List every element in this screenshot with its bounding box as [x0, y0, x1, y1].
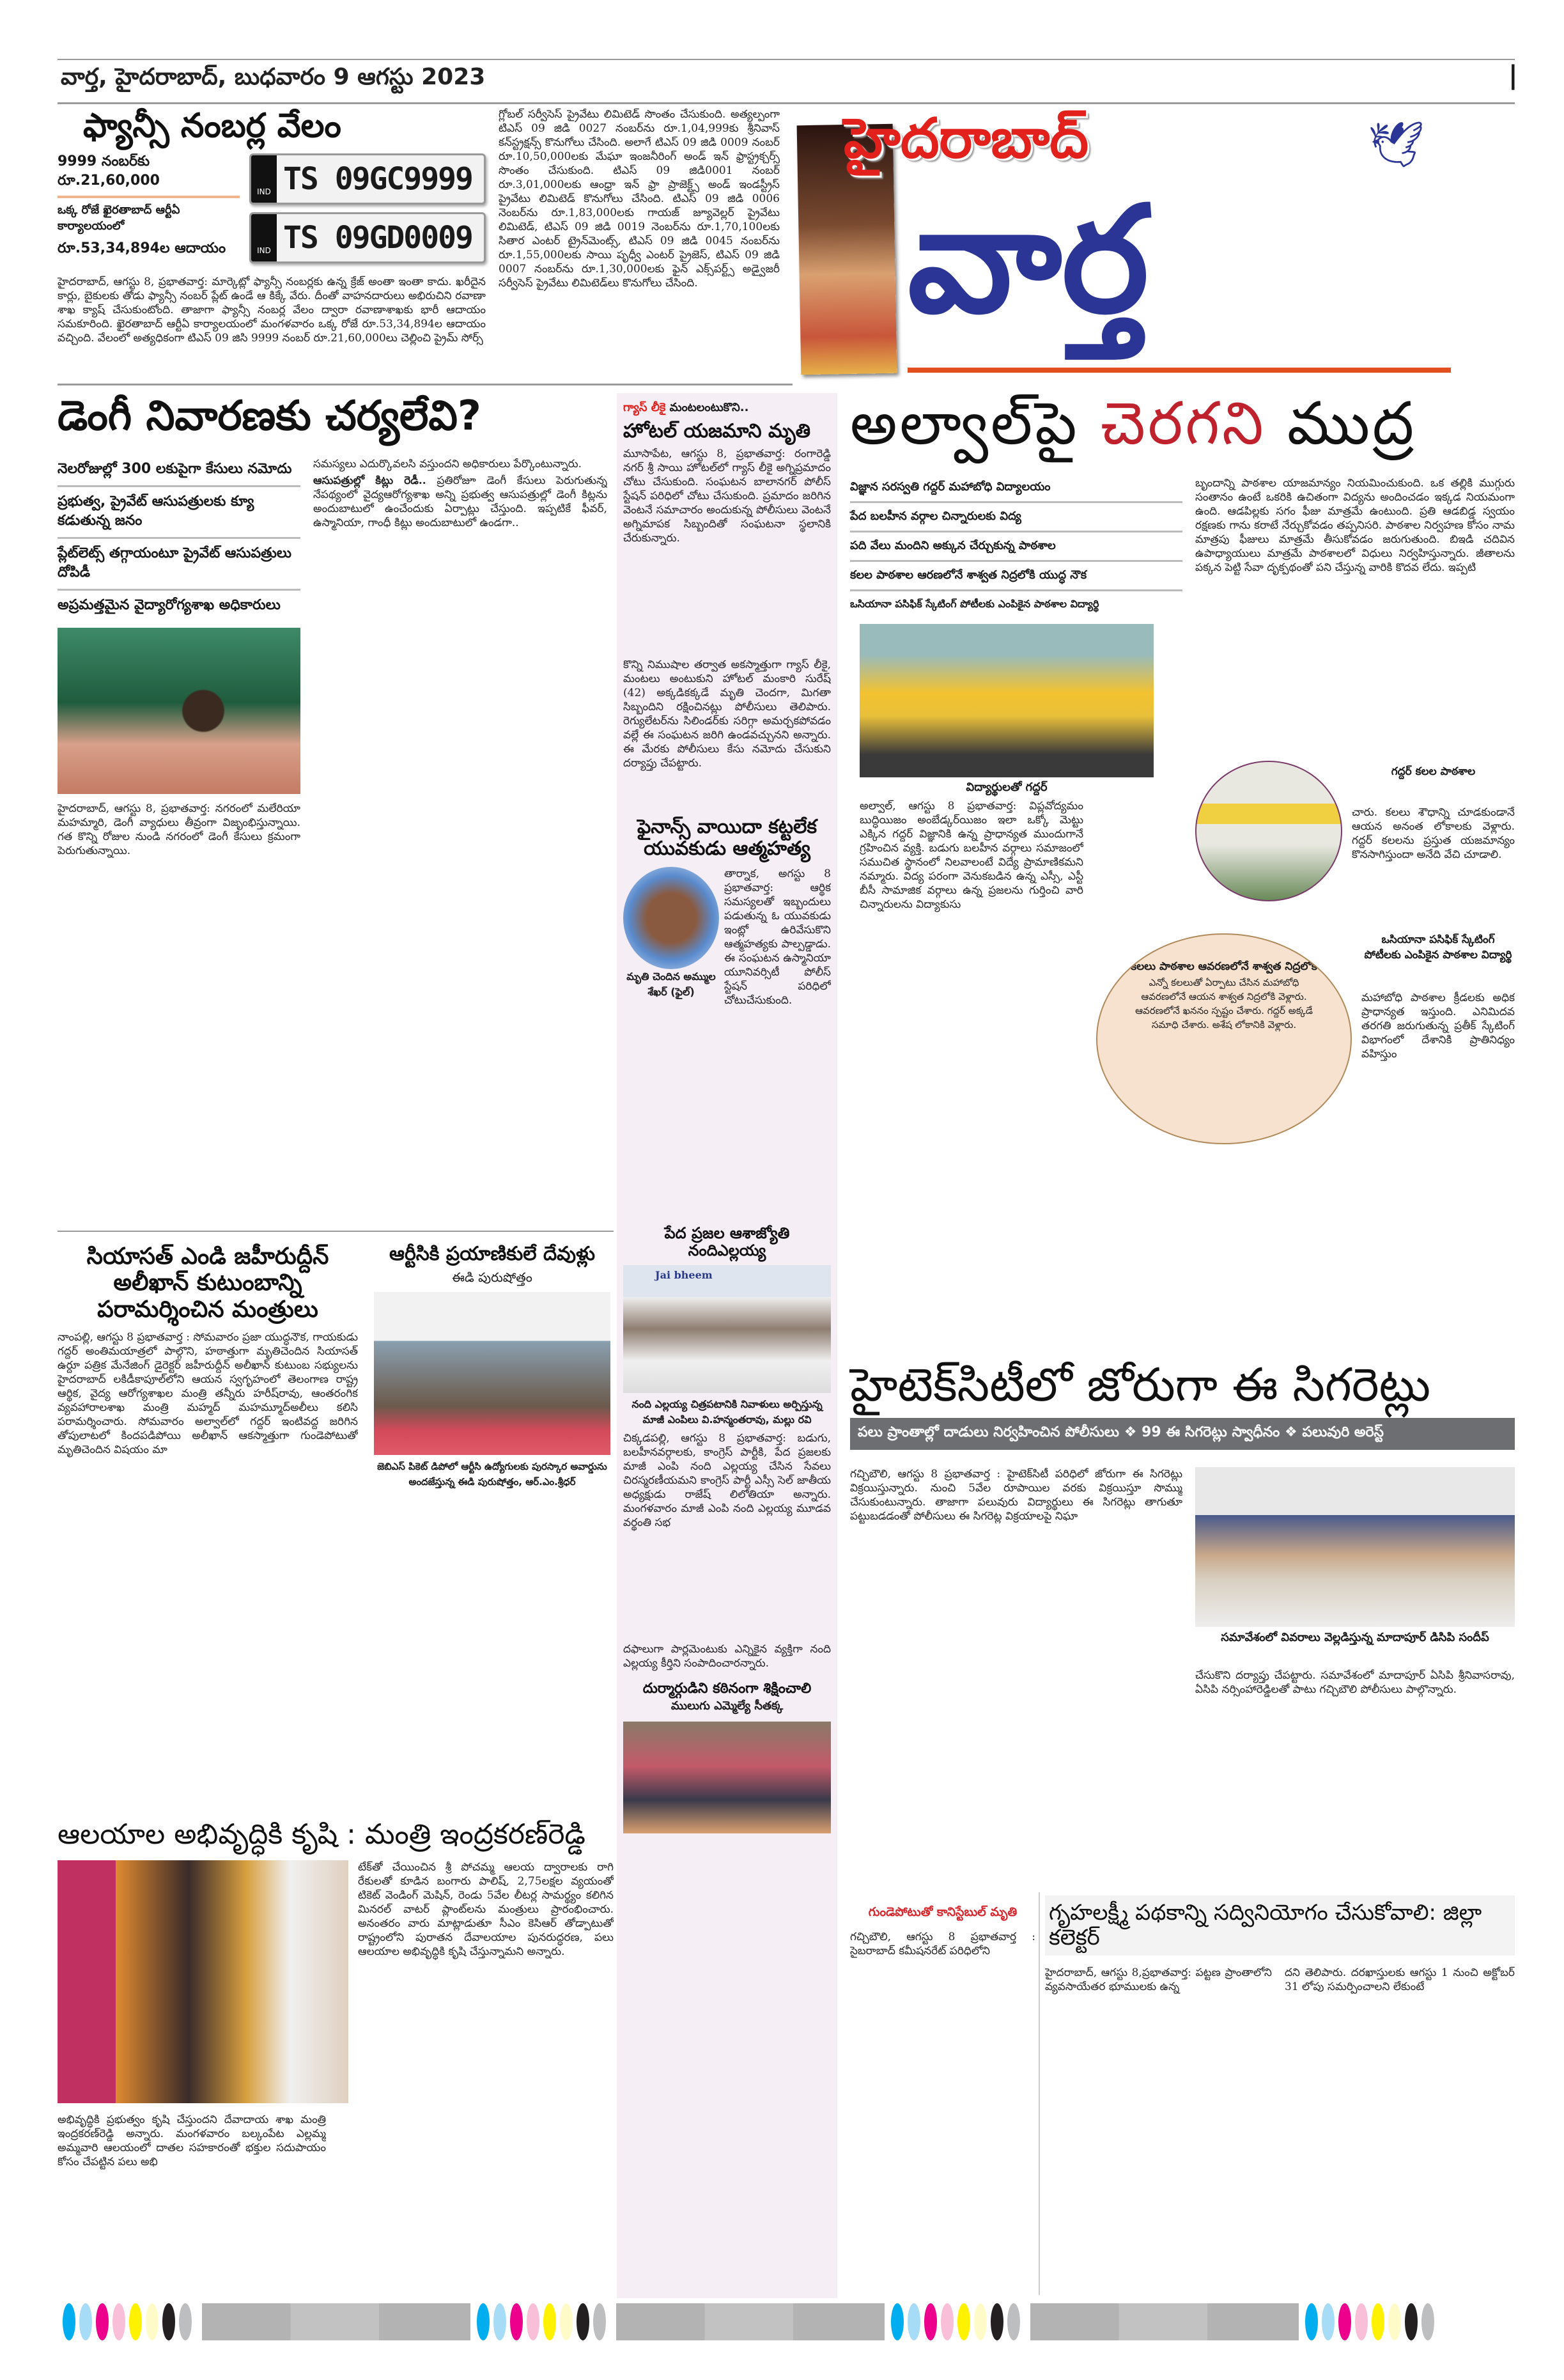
photo-caption: సమావేశంలో వివరాలు వెల్లడిస్తున్న మాదాపూర్ డిసిపి సందీప్ — [1221, 1631, 1489, 1644]
color-swatch — [1338, 2303, 1351, 2340]
color-swatch — [527, 2303, 539, 2340]
body-text: గ్లోబల్ సర్వీసెస్ ప్రైవేటు లిమిటెడ్ సొంతం చేసుకుంది. అత్యల్పంగా టిఎస్ 09 జిడి 0027 నంబర్‌ను రూ.1,04,999కు శ్రీనివాస్ కన్‌స్ట్రక్షన్స్ కొనుగోలు చేసింది. అలాగే టిఎస్ 09 జిడి 0009 నంబర్ రూ.10,50,000లకు మేఘా ఇంజనీరింగ్ అండ్ ఇన్ ఫ్రాస్ట్రక్చర్స్ సొంతం చేసుకుంది. టిఎస్ 09 జిడి0001 నంబర్ రూ.3,01,000లకు ఆంధ్రా ఇన్ ఫ్రా ప్రాజెక్ట్స్ అండ్ ఇండస్ట్రీస్ ప్రైవేటు లిమిటెడ్ కొనుగోలు చేసింది. టిఎస్ 09 జిడి 0006 నెంబర్‌ను రూ.1,83,000లకు గాయజ్ జ్యూవెల్లర్ ప్రైవేటు లిమిటెడ్, టిఎస్ 09 జిడి 0019 నెంబర్‌ను రూ.1,70,100లకు సితార ఎంటర్ ట్రైన్‌మెంట్స్, టిఎస్ 09 జిడి 0045 నంబర్‌ను రూ.1,55,000లకు సాయి పృధ్వీ ఎంటర్ ప్రైజెస్, టిఎస్ 09 జిడి 0007 నంబర్‌ను రూ.1,30,000లకు ఫైన్ ఎక్స్‌పర్ట్స్ అడ్వైజరీ సర్వీసెస్ ప్రైవేటు లిమిటెడ్‌లు కొనుగోలు చేసింది. — [499, 108, 780, 290]
paragraph: ప్రతిరోజూ డెంగీ కేసులు పెరుగుతున్న నేపథ్యంలో వైద్యఆరోగ్యశాఖ అన్ని ప్రభుత్వ ఆసుపత్రుల్లో డెంగీ కిట్లను అందుబాటులో ఉంచేందుకు ఏర్పాట్లు చేస్తుంది. ఇప్పటికే ఫీవర్, ఉస్మానియా, గాంధీ కిట్లు అందుబాటులో ఉండగా.. — [313, 474, 607, 529]
color-swatch — [1305, 2303, 1318, 2340]
body-text: తార్నాక, అగస్టు 8 ప్రభాతవార్త: ఆర్థిక సమస్యలతో ఇబ్బందులు పడుతున్న ఓ యువకుడు ఇంట్లో ఉరివేసుకొని ఆత్మహత్యకు పాల్పడ్డాడు. ఈ సంఘటన ఉస్మానియా యూనివర్సిటీ పోలీస్ స్టేషన్ పరిధిలో చోటుచేసుకుంది. — [724, 867, 831, 1007]
header-rule — [58, 102, 1515, 104]
headline: ఆర్టీసికి ప్రయాణికులే దేవుళ్లు — [389, 1243, 595, 1265]
kicker: గ్యాస్ లీకై — [623, 401, 666, 414]
headline: ఫ్యాన్సీ నంబర్ల వేలం — [83, 107, 341, 145]
body-text: చారు. కలలు శౌధాన్ని చూడకుండానే ఆయన అనంత లోకాలకు వెళ్లారు. గద్దర్ కలలను ప్రస్తుత యజమాన్యం కొనసాగిస్తుందా అనేది వేచి చూడాలి. — [1352, 806, 1515, 861]
body-text: హైదరాబాద్, ఆగస్టు 8, ప్రభాతవార్త: మార్కెట్లో ఫ్యాన్సీ నంబర్లకు ఉన్న క్రేజ్ అంతా ఇంతా కాదు. ఖరీదైన కార్లు, బైకులకు తోడు ఫ్యాన్సీ నంబర్ ప్లేట్ ఉండే ఆ కిక్కే వేరు. దీంతో వాహనదారులు అభిరుచిని రవాణా శాఖ క్యాష్ చేసుకుంటోంది. తాజాగా ఫ్యాన్సీ నంబర్ల వేలం ద్వారా రవాణాశాఖకు భారీ ఆదాయం సమకూరింది. ఖైరతాబాద్ ఆర్టీఏ కార్యాలయంలో మంగళవారం ఒక్క రోజే రూ.53,34,894ల ఆదాయం వచ్చింది. వేలంలో అత్యధికంగా టిఎస్ 09 జిసి 9999 నంబర్ రూ.21,60,000లు చెల్లించి ప్రైమ్ సోర్స్ — [58, 276, 486, 345]
color-swatch — [510, 2303, 523, 2340]
color-swatch — [129, 2303, 142, 2340]
body-text: దని తెలిపారు. దరఖాస్తులకు ఆగస్టు 1 నుంచి అక్టోబర్ 31 లోపు సమర్పించాలని లేకుంటే — [1285, 1966, 1515, 1993]
color-swatch — [593, 2303, 606, 2340]
top-rule — [58, 59, 1515, 60]
color-swatch — [493, 2303, 506, 2340]
section-rule — [58, 384, 793, 385]
dove-icon: 🕊 — [1368, 118, 1425, 171]
gray-scale-strip — [616, 2303, 885, 2340]
body-text: దఫాలుగా పార్లమెంటుకు ఎన్నికైన వ్యక్తిగా నంది ఎల్లయ్య కీర్తిని సంపాదించారన్నారు. — [623, 1642, 831, 1670]
color-swatch — [1372, 2303, 1384, 2340]
temple-story — [58, 1819, 614, 2298]
color-swatch — [1421, 2303, 1434, 2340]
subhead: అప్రమత్తమైన వైద్యారోగ్యశాఖ అధికారులు — [58, 597, 281, 613]
column-divider — [1039, 1892, 1040, 2295]
body-text: కొన్ని నిముషాల తర్వాత అకస్మాత్తుగా గ్యాస్ లీకై, మంటలు అంటుకుని హోటల్ మంకారి సురేష్ (42) అక్కడికక్కడే మృతి చెందగా, మిగతా సిబ్బందిని రక్షించినట్లు పోలీసులు తెలిపారు. రెగ్యులేటర్‌ను సిలిండర్‌కు సరిగ్గా అమర్చకపోవడం వల్లే ఈ సంఘటన జరిగి ఉండవచ్చునని అన్నారు. ఈ మేరకు పోలీసులు కేసు నమోదు చేసుకుని దర్యాప్తు చేపట్టారు. — [623, 658, 831, 770]
subhead: పేద బలహీన వర్గాల చిన్నారులకు విద్య — [850, 506, 1182, 533]
press-meet-photo — [1195, 1467, 1515, 1627]
page-marker: | — [1508, 61, 1518, 90]
subhead: ప్లేట్‌లెట్స్ తగ్గాయంటూ ప్రైవేట్ ఆసుపత్రులు దోపిడీ — [58, 541, 300, 591]
color-swatch — [477, 2303, 490, 2340]
gray-scale-strip — [202, 2303, 470, 2340]
color-swatch — [974, 2303, 987, 2340]
color-swatch — [577, 2303, 589, 2340]
color-registration-bar — [63, 2303, 1533, 2342]
subhead: పది వేలు మందిని అక్కున చేర్చుకున్న పాఠశాల — [850, 535, 1182, 562]
callout-heading: కలలు పాఠశాల ఆవరణలోనే శాశ్వత నిద్రలోకి — [1131, 960, 1317, 973]
photo-caption: నంది ఎల్లయ్య చిత్రపటానికి నివాళులు అర్పిస్తున్న మాజీ ఎంపిలు వి.హన్మంతరావు, మల్లు రవి — [631, 1397, 823, 1426]
masthead-title: వార్త — [908, 175, 1149, 346]
subhead: ప్రభుత్వ, ప్రైవేట్ ఆసుపత్రులకు క్యూ కడుతున్న జనం — [58, 490, 300, 539]
number-plate — [249, 212, 486, 263]
middle-column — [617, 393, 837, 2298]
temple-inauguration-photo — [58, 1860, 348, 2103]
alwal-story — [850, 390, 1515, 1349]
color-swatch — [1405, 2303, 1418, 2340]
body-text: గచ్చిబౌలి, ఆగస్టు 8 ప్రభాతవార్త : సైబరాబాద్ కమీషనరేట్ పరిధిలోని — [850, 1931, 1035, 1957]
color-swatch — [79, 2303, 92, 2340]
photo-caption: గద్దర్ కలల పాఠశాల — [1391, 765, 1476, 778]
tribute-photo — [623, 1265, 831, 1393]
color-swatch — [96, 2303, 109, 2340]
color-swatch — [543, 2303, 556, 2340]
subhead: ఒక్క రోజే ఖైరతాబాద్ ఆర్టీఏ కార్యాలయంలో — [58, 203, 180, 233]
color-swatch — [146, 2303, 159, 2340]
color-swatch — [1322, 2303, 1335, 2340]
body-text: గచ్చిబౌలి, ఆగస్టు 8 ప్రభాతవార్త : హైటెక్‌సిటీ పరిధిలో జోరుగా ఈ సిగరెట్లు విక్రయిస్తున్నారు. నుంచి 5వేల రూపాయిల వరకు విక్రయిస్తూ సొమ్ము చేసుకుంటున్నారు. తాజాగా పలువురు విద్యార్థులు ఈ సిగరెట్లు తాగుతూ పట్టుబడడంతో పోలీసులు ఈ సిగరెట్ల విక్రయాలపై నిఘా — [850, 1468, 1182, 1523]
subhead: రూ.53,34,894ల ఆదాయం — [58, 240, 226, 256]
headline: పేద ప్రజల ఆశాజ్యోతి నందిఎల్లయ్య — [664, 1224, 790, 1260]
paragraph: సమస్యలు ఎదుర్కొవలసి వస్తుందని అధికారులు పేర్కొంటున్నారు. — [313, 458, 582, 471]
headline: సియాసత్ ఎండి జహీరుద్దీన్ అలీఖాన్ కుటుంబాన్ని పరామర్శించిన మంత్రులు — [86, 1243, 329, 1323]
color-swatch — [162, 2303, 175, 2340]
masthead — [793, 105, 1515, 380]
headline: డెంగీ నివారణకు చర్యలేవి? — [58, 393, 481, 440]
byline: ఈడి పురుషోత్తం — [452, 1269, 532, 1285]
subheading: ఒసియానా పసిఫిక్ స్కేటింగ్ పోటీలకు ఎంపికైన పాఠశాల విద్యార్థి — [1364, 933, 1512, 961]
gray-scale-strip — [1030, 2303, 1299, 2340]
masthead-underline — [908, 368, 1451, 373]
color-swatch — [924, 2303, 937, 2340]
protest-photo — [623, 1722, 831, 1833]
color-swatch — [1355, 2303, 1368, 2340]
headline: హైటెక్‌సిటీలో జోరుగా ఈ సిగరెట్లు — [850, 1358, 1431, 1412]
siasat-story — [58, 1243, 358, 1806]
headline — [850, 390, 1515, 458]
rtc-story — [374, 1243, 610, 1806]
photo-caption: జెబిఎస్ పికెట్ డిపోలో ఆర్టీసి ఉద్యోగులకు పురస్కార అవార్డును అందజేస్తున్న ఈడి పురుషోత్తం, ఆర్.ఎం.శ్రీధర్ — [377, 1460, 607, 1488]
school-building-photo — [1195, 761, 1342, 901]
headline: హోటల్ యజమాని మృతి — [623, 420, 811, 442]
plate-ind: IND — [251, 214, 277, 261]
subhead: నెలరోజుల్లో 300 లకుపైగా కేసులు నమోదు — [58, 457, 300, 487]
body-text: నాంపల్లి, ఆగస్టు 8 ప్రభాతవార్త : సోమవారం ప్రజా యుద్ధనౌక, గాయకుడు గద్దర్ అంతిమయాత్రలో పాల్గొని, హఠాత్తుగా మృతిచెందిన సియాసత్ ఉర్దూ పత్రిక మేనేజింగ్ డైరెక్టర్ జహీరుద్దీన్ అలీఖాన్ కుటుంబ సభ్యులను హైదరాబాద్ లకిడీకాపూల్‌లోని ఆయన స్వగృహంలో తెలంగాణ రాష్ట్ర ఆర్థిక, వైద్య ఆరోగ్యశాఖల మంత్రి తన్నీరు హరీష్‌రావు, ఆంతరంగిక వ్యవహారాలశాఖ మంత్రి మహ్మద్ మహమ్మూద్‌అలీలు కలిసి పరామర్శించారు. సోమవారం అల్వాల్‌లో గద్దర్ ఇంటివద్ద జరిగిన తోపులాటలో కిందపడిపోయి అలీఖాన్ ఆకస్మాత్తుగా గుండెపోటుతో మృతిచెందిన విషయం మా — [58, 1331, 358, 1457]
mosquito-photo — [58, 628, 300, 794]
color-swatch — [941, 2303, 954, 2340]
headline: గృహలక్ష్మీ పథకాన్ని సద్వినియోగం చేసుకోవాలి: జిల్లా కలెక్టర్ — [1045, 1895, 1515, 1956]
gruhalakshmi-story — [1045, 1895, 1515, 2298]
subhead: విజ్ఞాన సరస్వతి గద్దర్ మహాబోధి విద్యాలయం — [850, 476, 1182, 503]
number-plate — [249, 153, 486, 205]
color-swatch — [63, 2303, 75, 2340]
color-swatch — [179, 2303, 192, 2340]
body-text: టేక్‌తో చేయించిన శ్రీ పోచమ్మ ఆలయ ద్వారాలకు రాగి రేకులతో కూడిన బంగారు పాలిష్, 2,75లక్షల వ్యయంతో టికెట్ వెండింగ్ మెషిన్, రెండు 5వేల లీటర్ల సామర్థ్యం కలిగిన మినరల్ వాటర్ ప్లాంట్‌లను మంత్రులు ప్రారంభించారు. అనంతరం వారు మాట్లాడుతూ సీఎం కెసిఆర్ తోడ్పాటుతో రాష్ట్రంలోని పురాతన దేవాలయాల పునరుద్ధరణ, పలు ఆలయాల అభివృద్ధికి కృషి చేస్తున్నామని అన్నారు. — [358, 1861, 614, 1958]
color-swatch — [560, 2303, 573, 2340]
fancy-number-story — [58, 107, 793, 376]
body-text: అల్వాల్, ఆగస్టు 8 ప్రభాతవార్త: విప్లవోద్యమం బుద్ధియిజం అంబేడ్కర్‌యిజం ఇలా ఒక్కో మెట్టు ఎక్కిన గద్దర్ విజ్ఞానికి ఉన్న ప్రాధాన్యత ముందుగానే గ్రహించిన వ్యక్తి. బడుగు బలహీన వర్గాలు సమాజంలో సముచిత స్థానంలో నిలవాలంటే విద్యే ప్రామాణికమని నమ్మారు. విద్య పరంగా వెనుకబడిన ఉన్న ఎస్సీ, ఎస్టీ బీసీ సామాజిక వర్గాలు ఉన్న ప్రజలను గుర్తించి వారి చిన్నారులను విద్యాకుసు — [860, 800, 1083, 911]
body-text: మూసాపేట, ఆగస్టు 8, ప్రభాతవార్త: రంగారెడ్డి నగర్ శ్రీ సాయి హోటల్‌లో గ్యాస్ లీకై అగ్నిప్రమాదం చోటు చేసుకుంది. సంఘటన బాలానగర్ పోలీస్ స్టేషన్ పరిధిలో చోటు చేసుకుంది. ప్రమాదం జరిగిన వెంటనే సమాచారం అందుకున్న పోలీసులు వెంటనే అగ్నిమాపక సిబ్బందితో సంఘటనా స్థలానికి చేరుకున్నారు. — [623, 447, 831, 545]
date-line: వార్త, హైదరాబాద్, బుధవారం 9 ఆగస్టు 2023 — [61, 64, 486, 90]
photo-banner: Jai bheem — [655, 1268, 713, 1281]
body-text: చిక్కడపల్లి, ఆగస్టు 8 ప్రభాతవార్త: బడుగు, బలహీనవర్గాలకు, కాంగ్రెస్ పార్టీకి, పేద ప్రజలకు మాజీ ఎంపి నంది ఎల్లయ్య చేసిన సేవలు చిరస్మరణీయమని కాంగ్రెస్ పార్టీ ఎస్సీ సెల్ జాతీయ అధ్యక్షుడు రాజేష్ లిలోతియా అన్నారు. మంగళవారం మాజీ ఎంపి నంది ఎల్లయ్య మూడవ వర్థంతి సభ — [623, 1431, 831, 1529]
dengue-story — [58, 393, 614, 1224]
headline: దుర్మార్గుడిని కఠినంగా శిక్షించాలి — [642, 1680, 812, 1697]
paragraph-lead: ఆసుపత్రుల్లో కిట్లు రెడీ.. — [313, 474, 426, 487]
subhead: కలల పాఠశాల ఆరణలోనే శాశ్వత నిద్రలోకి యుద్ధ నౌక — [850, 564, 1182, 591]
body-text: బృందాన్ని పాఠశాల యాజమాన్యం నియమించుకుంది. ఒక తల్లికి ముగ్గురు సంతానం ఉంటే ఒకరికి ఉచితంగా విద్యను అందించడం ఇక్కడ నియమంగా ఉంది. ఆడపిల్లకు సగం ఫీజు మాత్రమే ఉంటుంది. ప్రతి ఆడబిడ్డ స్వయం రక్షణకు గాను కరాటే నేర్చుకోవడం తప్పనిసరి. పాఠశాల నిర్వహణ కోసం నామ మాత్రపు ఫీజులు మాత్రమే తీసుకోవడం జరుగుతుంది. బిఇడి చదివిన ఉపాధ్యాయులు మాత్రమే పాఠశాలలో విధులు నిర్వహిస్తున్నారు. జీతాలను పక్కన పెట్టి సేవా దృక్పథంతో పని చేస్తున్న వారికి కొదవ లేదు. ఇప్పటి — [1195, 477, 1515, 574]
deck-bar: పలు ప్రాంతాల్లో దాడులు నిర్వహించిన పోలీసులు ❖ 99 ఈ సిగరెట్లు స్వాధీనం ❖ పలువురి అరెస్ట్ — [850, 1418, 1515, 1450]
color-swatch — [112, 2303, 125, 2340]
masthead-city: హైదరాబాద్ — [844, 107, 1089, 171]
body-text: హైదరాబాద్, ఆగస్టు 8,ప్రభాతవార్త: పట్టణ ప్రాంతాలోని వ్యవసాయేతర భూములకు ఉన్న — [1045, 1966, 1272, 1993]
plate-ind: IND — [251, 155, 277, 203]
headline: ఫైనాన్స్ వాయిదా కట్టలేక యువకుడు ఆత్మహత్య — [637, 815, 817, 860]
color-swatch — [1007, 2303, 1020, 2340]
color-swatch — [1388, 2303, 1401, 2340]
plate-number: TS 09GC9999 — [283, 161, 472, 197]
color-swatch — [991, 2303, 1003, 2340]
headline: ఆలయాల అభివృద్ధికి కృషి : మంత్రి ఇంద్రకరణ్‌రెడ్డి — [58, 1818, 585, 1851]
ecig-story — [850, 1358, 1515, 1857]
headline-part: చెరగని — [1100, 389, 1266, 458]
gaddar-students-photo — [860, 624, 1154, 777]
callout-body: ఎన్నో కలలుతో ఏర్పాటు చేసిన మహాబోధి ఆవరణలోనే ఆయన శాశ్వత నిద్రలోకి వెళ్లారు. ఆవరణలోనే ఖననం స్పష్టం చేశారు. గద్దర్ అక్కడే సమాధి చేశారు. అశేష లోకానికి వెళ్లారు. — [1135, 977, 1313, 1031]
rtc-award-photo — [374, 1292, 610, 1455]
subhead: ఒసియానా పసిఫిక్ స్కేటింగ్ పోటీలకు ఎంపికైన పాఠశాల విద్యార్థి — [850, 598, 1099, 610]
callout-circle — [1096, 933, 1352, 1144]
section-rule — [58, 1231, 614, 1232]
body-text: హైదరాబాద్, ఆగస్టు 8, ప్రభాతవార్త: నగరంలో మలేరియా మహమ్మారి, డెంగీ వ్యాధులు తీవ్రంగా విజృంభిస్తున్నాయి. గత కొన్ని రోజుల నుండి నగరంలో డెంగీ కేసులు క్రమంగా పెరుగుతున్నాయి. — [58, 802, 300, 857]
body-text: అభివృద్ధికి ప్రభుత్వం కృషి చేస్తుందని దేవాదాయ శాఖ మంత్రి ఇంద్రకరణ్‌రెడ్డి అన్నారు. మంగళవారం బల్కంపేట ఎల్లమ్మ అమ్మవారి ఆలయంలో దాతల సహకారంతో భక్తుల సదుపాయం కోసం చేపట్టిన పలు అభి — [58, 2113, 326, 2168]
kicker: మంటలంటుకొని.. — [669, 401, 749, 414]
constable-story — [850, 1892, 1035, 2295]
photo-caption: విద్యార్థులతో గద్దర్ — [966, 781, 1048, 794]
headline-part: అల్వాల్‌పై — [850, 389, 1080, 458]
color-swatch — [891, 2303, 904, 2340]
color-swatch — [908, 2303, 920, 2340]
color-swatch — [957, 2303, 970, 2340]
subhead: 9999 నంబర్‌కు రూ.21,60,000 — [58, 153, 240, 198]
headline: గుండెపోటుతో కానిస్టేబుల్ మృతి — [868, 1905, 1018, 1919]
deceased-photo — [623, 867, 719, 969]
byline: ములుగు ఎమ్మెల్యే సీతక్క — [670, 1699, 784, 1713]
body-text — [313, 457, 607, 1218]
body-text: చేసుకొని దర్యాప్తు చేపట్టారు. సమావేశంలో మాదాపూర్ ఏసిపి శ్రీనివాసరావు, ఏసిపి నర్సింహారెడ్డిలతో పాటు గచ్చిబౌలి పోలీసులు పాల్గొన్నారు. — [1195, 1669, 1515, 1696]
photo-caption: మృతి చెందిన అమ్ముల శేఖర్ (ఫైల్) — [626, 970, 716, 998]
plate-number: TS 09GD0009 — [283, 220, 472, 256]
body-text: మహాబోధి పాఠశాల క్రీడలకు అధిక ప్రాధాన్యత ఇస్తుంది. ఎనిమిదవ తరగతి జరుగుతున్న ప్రతీక్ స్కేటింగ్ విభాగంలో దేశానికి ప్రాతినిధ్యం వహిస్తుం — [1361, 992, 1515, 1061]
headline-part: ముద్ర — [1287, 389, 1417, 458]
